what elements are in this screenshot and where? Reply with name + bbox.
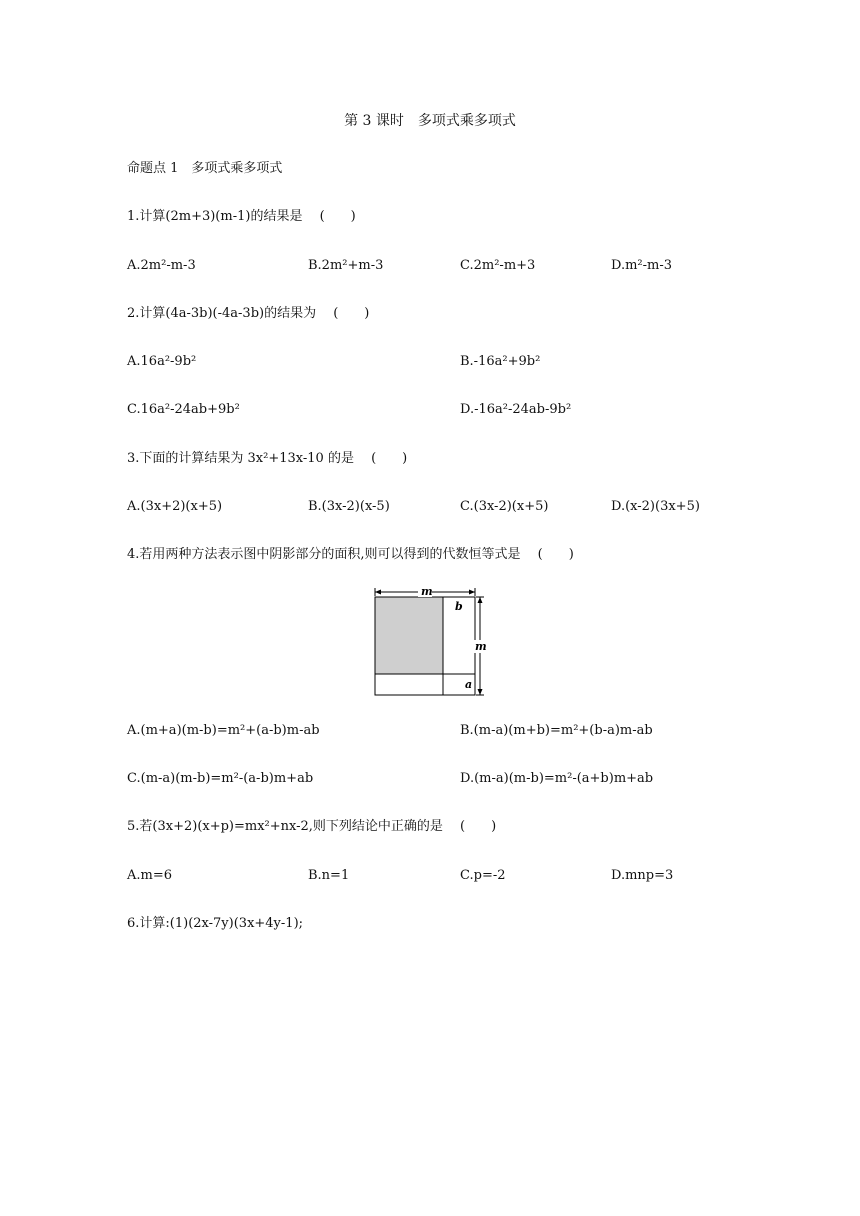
- question-2-stem: 2.计算(4a-3b)(-4a-3b)的结果为 ( ): [127, 306, 370, 321]
- question-2-option-c: C.16a²-24ab+9b²: [127, 402, 240, 417]
- page-title: 第 3 课时 多项式乘多项式: [344, 113, 516, 129]
- section-heading: 命题点 1 多项式乘多项式: [127, 161, 283, 176]
- question-3-option-c: C.(3x-2)(x+5): [460, 499, 549, 514]
- question-1-option-d: D.m²-m-3: [611, 258, 673, 273]
- area-figure: [372, 585, 492, 700]
- question-5-stem: 5.若(3x+2)(x+p)=mx²+nx-2,则下列结论中正确的是 ( ): [127, 819, 497, 834]
- question-4-option-c: C.(m-a)(m-b)=m²-(a-b)m+ab: [127, 771, 314, 786]
- question-1-stem: 1.计算(2m+3)(m-1)的结果是 ( ): [127, 209, 356, 224]
- top-label: m: [421, 585, 433, 598]
- top-arrow-right: [469, 590, 475, 595]
- shaded-region: [375, 597, 443, 674]
- question-2-option-b: B.-16a²+9b²: [460, 354, 541, 369]
- question-5-option-c: C.p=-2: [460, 868, 506, 883]
- right-arrow-bottom: [478, 689, 483, 695]
- label-b: b: [455, 600, 463, 613]
- question-2-option-a: A.16a²-9b²: [127, 354, 197, 369]
- question-5-option-d: D.mnp=3: [611, 868, 674, 883]
- right-label: m: [475, 640, 487, 653]
- right-arrow-top: [478, 597, 483, 603]
- question-3-option-b: B.(3x-2)(x-5): [308, 499, 390, 514]
- question-1-option-b: B.2m²+m-3: [308, 258, 384, 273]
- question-4-stem: 4.若用两种方法表示图中阴影部分的面积,则可以得到的代数恒等式是 ( ): [127, 547, 574, 562]
- question-3-option-d: D.(x-2)(3x+5): [611, 499, 700, 514]
- question-1-option-a: A.2m²-m-3: [127, 258, 196, 273]
- question-1-option-c: C.2m²-m+3: [460, 258, 536, 273]
- question-3-stem: 3.下面的计算结果为 3x²+13x-10 的是 ( ): [127, 451, 408, 466]
- question-4-option-b: B.(m-a)(m+b)=m²+(b-a)m-ab: [460, 723, 653, 738]
- question-6-stem: 6.计算:(1)(2x-7y)(3x+4y-1);: [127, 916, 304, 931]
- question-4-option-a: A.(m+a)(m-b)=m²+(a-b)m-ab: [127, 723, 320, 738]
- question-5-option-a: A.m=6: [127, 868, 173, 883]
- label-a: a: [465, 678, 473, 691]
- question-5-option-b: B.n=1: [308, 868, 350, 883]
- top-arrow-left: [375, 590, 381, 595]
- question-3-option-a: A.(3x+2)(x+5): [127, 499, 223, 514]
- question-2-option-d: D.-16a²-24ab-9b²: [460, 402, 572, 417]
- question-4-option-d: D.(m-a)(m-b)=m²-(a+b)m+ab: [460, 771, 654, 786]
